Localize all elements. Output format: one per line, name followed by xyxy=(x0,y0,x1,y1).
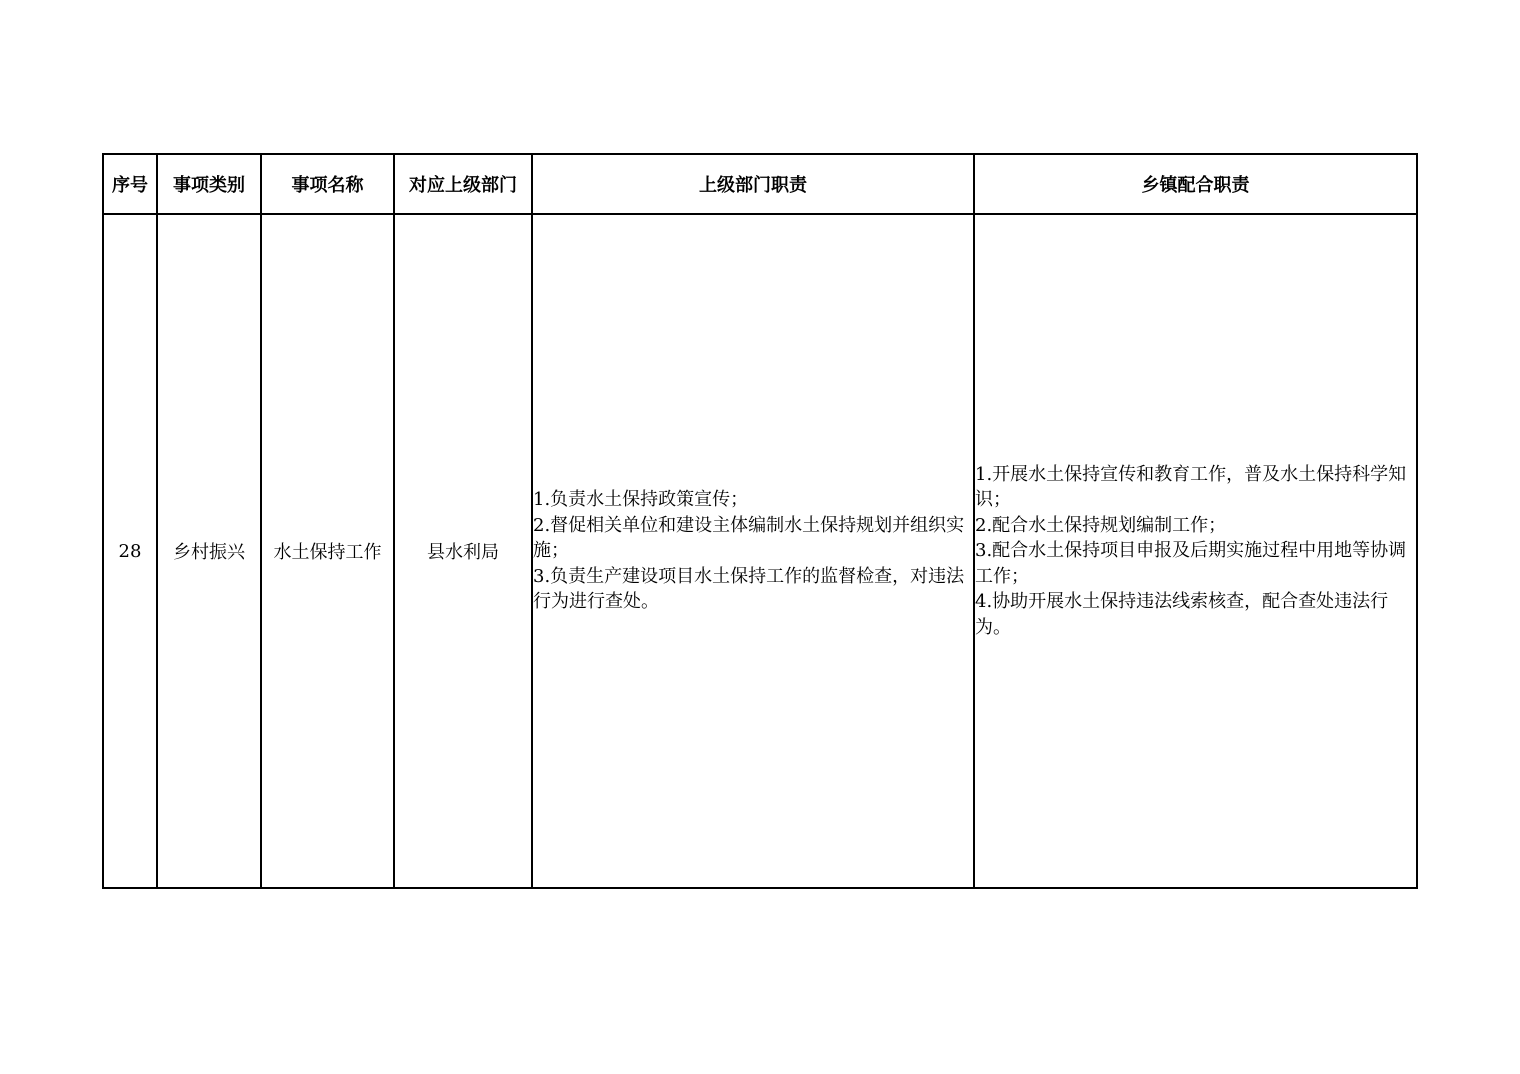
township-duty-item: 3.配合水土保持项目申报及后期实施过程中用地等协调工作； xyxy=(975,540,1407,587)
superior-duty-item: 2.督促相关单位和建设主体编制水土保持规划并组织实施； xyxy=(533,514,965,562)
row-category: 乡村振兴 xyxy=(157,214,261,888)
header-name: 事项名称 xyxy=(261,154,394,214)
row-name: 水土保持工作 xyxy=(261,214,394,888)
header-superior-duties: 上级部门职责 xyxy=(532,154,974,214)
row-index: 28 xyxy=(103,214,157,888)
superior-duty-item: 3.负责生产建设项目水土保持工作的监督检查，对违法行为进行查处。 xyxy=(533,565,965,613)
township-duty-item: 4.协助开展水土保持违法线索核查，配合查处违法行为。 xyxy=(975,591,1389,638)
header-index: 序号 xyxy=(103,154,157,214)
duty-table xyxy=(102,153,1418,889)
header-township-duties: 乡镇配合职责 xyxy=(974,154,1417,214)
township-duty-item: 2.配合水土保持规划编制工作； xyxy=(975,514,1227,536)
superior-duty-item: 1.负责水土保持政策宣传； xyxy=(533,489,749,511)
header-row xyxy=(103,154,1417,214)
row-township-duties xyxy=(974,214,1417,888)
township-duty-item: 1.开展水土保持宣传和教育工作，普及水土保持科学知识； xyxy=(975,463,1407,511)
header-department: 对应上级部门 xyxy=(394,154,532,214)
header-category: 事项类别 xyxy=(157,154,261,214)
table-row xyxy=(103,214,1417,888)
row-superior-duties xyxy=(532,214,974,888)
row-department: 县水利局 xyxy=(394,214,532,888)
